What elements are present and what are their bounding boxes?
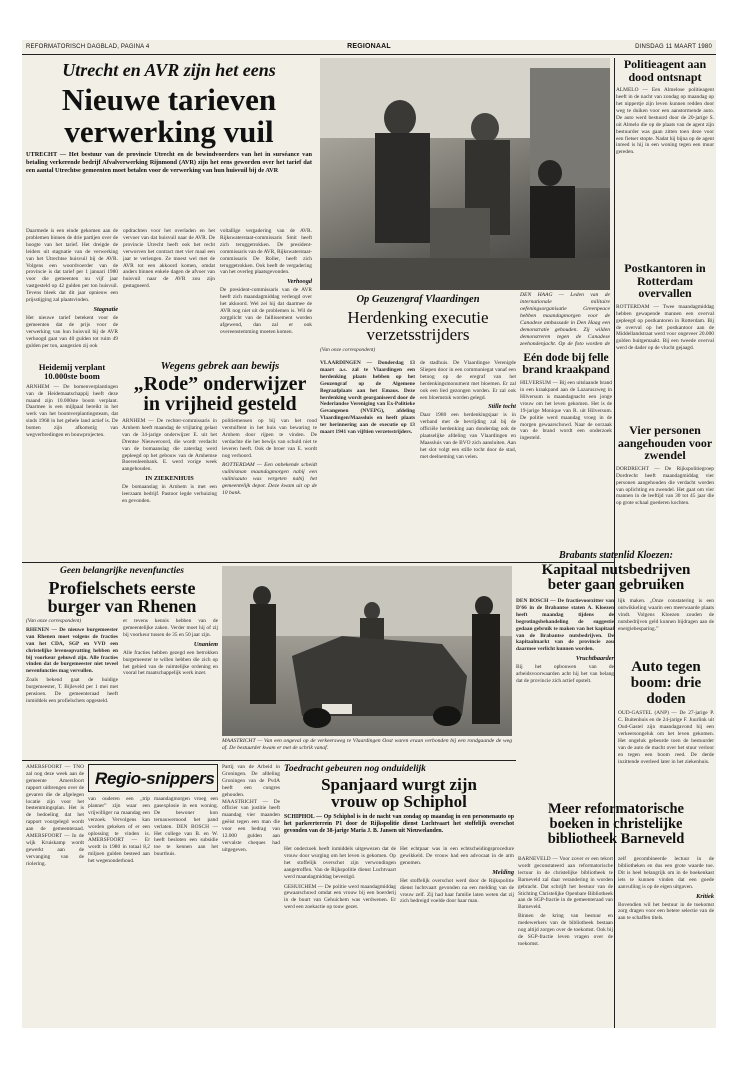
photo-accident [222, 566, 512, 736]
kapitaal-col2-text: lijk maken. „Onze constatering is een ontwikkeling waarin een meerwaarde plaats vindt. Volgens Kloezen zouden de nutsbedrijven geld kunnen bijdragen aan de energiebesparing.” [618, 598, 714, 632]
masthead-date: DINSDAG 11 MAART 1980 [635, 44, 712, 50]
herdenking-col1-text: VLAARDINGEN — Donderdag 13 maart a.s. zal te Vlaardingen een herdenking plaats hebben op het Geuzengraf op de Algemene Begraafplaats aan het Emaus. Deze herdenking wordt georganiseerd door de Nederlandse Vereniging van Ex-Politieke Gevangenen (NVEPG), afdeling Vlaardingen/Maassluis en heeft plaats ter herinnering aan de executie op 13 maart 1941 van vijftien verzetsstrijders. [320, 360, 415, 436]
onderwijzer-kicker: Wegens gebrek aan bewijs [160, 360, 280, 372]
regio-snippers-title: Regio-snippers [95, 769, 215, 788]
herdenking-article [320, 292, 516, 562]
photo-top-caption-text: DEN HAAG — Leden van de internationale militaire oefeningsorganisatie Greenpeace hebben maandagmorgen voor de Canadese ambassade in Den Haag een demonstratie gehouden. Zij wilden demonstreren tegen de Canadese zeehondenjacht. Op de foto worden de [520, 292, 610, 347]
profielschets-col-1 [26, 618, 118, 756]
heidemij-article [26, 360, 118, 475]
onderwijzer-col-1 [122, 418, 217, 558]
profielschets-col2-sub: Unaniem [193, 640, 218, 648]
kapitaal-col-2 [618, 598, 714, 658]
lead-col1-text-b: Het nieuwe tarief betekent voor de gemeenten dat de prijs voor de verwerking van hun huisvuil bij de AVR verhoogd gaat van 40 gulden tot ruim 49 gulden per ton, aangezien zij ook [26, 314, 118, 349]
herdenking-col2-text-b: Daar 1980 een herdenkingsjaar is in verband met de bevrijding zal bij de officiële herdenking aan donderdag ook de plaatselijke afdeling van Vlaardingen en Maassluis van de BVO zich aansluiten. Aan het slot volgt een stille tocht door de stad, met deelneming van velen. [420, 412, 516, 460]
politieagent-article [616, 58, 714, 258]
masthead-section: REGIONAAL [347, 43, 391, 50]
lead-headline-line2: verwerking vuil [64, 113, 274, 149]
profielschets-headline-line1: Profielschets eerste [48, 578, 196, 598]
onderwijzer-col1-text: ARNHEM — De rechter-commissaris in Arnhem heeft maandag de vrijlating gelast van de 34-jarige onderwijzer E. uit het Drentse Nieuweroord, die wordt verdacht van de bomaanslag die zaterdag werd gepleegd op het gebouw van de Arnhemse Boerenleenbank. E. werd vorige week aangehouden. [122, 418, 217, 473]
lower-rule [22, 760, 516, 761]
spanjaard-col2-text: Het echtpaar was in een echtscheidingsprocedure gewikkeld. De vrouw had een advocaat in de arm genomen. [400, 846, 514, 866]
meer-headline-line3: bibliotheek Barneveld [547, 830, 685, 847]
meer-headline-line1: Meer reformatorische [548, 802, 684, 817]
regio-snippers-col-3 [222, 764, 280, 1026]
spanjaard-col-1 [284, 846, 396, 1026]
amersfoort-text: AMERSFOORT — TNO zal nog deze week aan de gemeente Amersfoort rapport uitbrengen over de gevaren die de afgelegen locatie zijn voor het bestemmingsplan. Het is de bedoeling dat het rapport voorgelegd wordt aan de gemeenteraad. AMERSFOORT — In de wijk Kruiskamp wordt gewerkt aan de vervanging van de riolering. [26, 764, 84, 867]
kapitaal-col1-sub: Vruchtbaarder [575, 655, 614, 663]
lead-col-2 [123, 228, 215, 356]
vier-personen-article [616, 424, 714, 544]
spanjaard-lead: SCHIPHOL — Op Schiphol is in de nacht van zondag op maandag in een personenauto op het parkeerterrein P1 door de Rijkspolitie dienst Luchtvaart het stoffelijk overschot gevonden van de 38-jarige Maria J. B. Jansen uit Nieuwelanden. [284, 813, 514, 835]
herdenking-col-1 [320, 360, 415, 560]
onderwijzer-col1-text-b: De bomaanslag in Arnhem is met een leerzaam bedrijf. Pastoor legde verhuizing en gevonden. [122, 484, 217, 505]
postkantoren-article [616, 262, 714, 418]
herdenking-col-2 [420, 360, 516, 560]
spanjaard-col3-text: GEHUICHEM — De politie werd maandagmiddag gewaarschuwd omdat een vrouw bij een boerderij in de buurt van Gehuichem was verdwenen. Er werd een zoekactie op touw gezet. [284, 883, 396, 911]
auto-tegen-boom-headline: Auto tegen boom: drie doden [630, 660, 702, 707]
meer-col2-sub: Kritiek [696, 892, 714, 900]
regio-snippers-col2-text: maandagmorgen vroeg een gasexplosie in een woning. De bewoner kon ternauwernood het pand verlaten. DEN BOSCH — Het college van B. en W. heeft besloten een subsidie toe te kennen aan het buurthuis. [154, 796, 218, 858]
meer-col2-text: zelf gecombineerde lectuur in de bibliotheken en dus een grote waarde toe. Dit is heel belangrijk om in de boekenkast iets te kunnen vinden dat een goede aanvulling is op de eigen uitgaven. [618, 856, 714, 890]
onderwijzer-col-2 [222, 418, 317, 558]
lead-article [26, 58, 312, 358]
masthead-rule [22, 54, 716, 55]
een-dode-article [520, 352, 612, 558]
vier-personen-text: DORDRECHT — De Rijkspolitiegroep Dordrecht heeft maandagmiddag vier personen aangehouden die verdacht worden van oplichting en zwendel. Het gaat om vier mannen in de leeftijd van 30 tot 45 jaar die op grote schaal goederen kochten. [616, 465, 714, 507]
lead-col-3 [220, 228, 312, 356]
regio-snippers-col-1 [88, 796, 150, 1026]
lead-col3-sub: Verhoogd [287, 278, 312, 286]
lead-col-1 [26, 228, 118, 356]
profielschets-headline-line2: burger van Rhenen [47, 596, 197, 617]
meer-col-1 [518, 856, 613, 1026]
meer-col-2 [618, 856, 714, 1026]
spanjaard-col1-text: Het onderzoek heeft inmiddels uitgewezen dat de vrouw door wurging om het leven is gekomen. Op het stoffelijk overschot zijn verwondingen aangetroffen. Van de Rijkspolitie dienst Luchtvaart werd maandagmiddag bevestigd. [284, 846, 396, 880]
profielschets-kicker: Geen belangrijke nevenfuncties [59, 566, 184, 576]
lead-kicker: Utrecht en AVR zijn het eens [62, 60, 276, 80]
profielschets-col-2 [123, 618, 218, 756]
spanjaard-kicker: Toedracht gebeuren nog onduidelijk [284, 764, 426, 774]
onderwijzer-col2-caption: ROTTERDAM — Een onbekende scheidt vuilnisman maandagmorgen nabij een vuilnisauto was vergeten nabij het gemeentelijk depot. Deze kwam uit op de 10 bank. [222, 462, 317, 497]
onderwijzer-article [122, 360, 318, 560]
profielschets-col1-text: RHENEN — De nieuwe burgemeester van Rhenen moet volgens de fracties van het CDA, SGP en VVD een christelijke levensopvatting hebben en bij voorkeur gehuwd zijn. Alle fracties vinden dat de burgemeester niet teveel nevenfuncties mag vervullen. [26, 626, 118, 675]
kapitaal-col1-text: DEN BOSCH — De fractievoorzitter van D'66 in de Brabantse staten A. Kloezen heeft maandag tijdens de begrotingsbehandeling de suggestie gedaan gebruik te maken van het kapitaal van de Brabantse nutsbedrijven. De kapitaalmarkt van de provincie zou daarmee verlicht kunnen worden. [516, 598, 614, 653]
lead-col3-text-b: De president-commissaris van de AVR heeft zich maandagmiddag verlengd over het akkoord. Wel zei hij dat daarmee de AVR nog niet uit de problemen is. Wil de zorgplicht van de faillissement worden afgewend, dan zal er ook overeenstemming moeten komen. [220, 287, 312, 335]
profielschets-byline: (Van onze correspondent) [26, 618, 82, 624]
photo-accident-caption [222, 738, 512, 758]
spanjaard-col2-sub: Melding [492, 868, 514, 876]
regio-snippers-col3-text: Partij van de Arbeid in Groningen. De afdeling Groningen van de PvdA heeft een congres gehouden. MAASTRICHT — De officier van justitie heeft maandag vier maanden geëist tegen een man die voor een bedrag van 12.000 gulden aan vervalste cheques had uitgegeven. [222, 764, 280, 853]
onderwijzer-headline-line1: „Rode” onderwijzer [133, 373, 307, 395]
masthead [22, 40, 716, 54]
spanjaard-article [284, 764, 514, 1026]
herdenking-headline-line2: verzetsstrijders [366, 325, 470, 345]
amersfoort-column [26, 764, 84, 1026]
profielschets-article [26, 566, 218, 756]
herdenking-col2-text: de stadhuis. De Vlaardingse Verenigde Sliepen door in een communiegat vanaf een betoog op de eregraf van het herdenkingsmonument met bloemen. Er zal ook een lied gezongen worden. Er zal ook een bloemstuk worden gelegd. [420, 360, 516, 401]
regio-snippers-col1-text: van ouderen een „trip planner” zijn waar een vrijwilliger na maandag een verzoek. Vervolgens kan worden gekeken of er een oplossing te vinden is. AMERSFOORT — Er wordt in 1980 in totaal 8,2 miljoen gulden besteed aan het wegenonderhoud. [88, 796, 150, 865]
newspaper-page [22, 40, 716, 1028]
lead-col3-text: voltallige vergadering van de AVR. Rijkswaterstaat-commissaris Smit heeft zich teruggetrokken. De president-commissaris van de AVR, Rijkswaterstaat-commissaris De Roller, heeft zich teruggetrokken. Ook heeft de vergadering van het overleg plaatsgevonden. [220, 228, 312, 276]
kapitaal-col1-text-b: Bij het opbouwen van de arbeidsvoorwaarden acht hij het van belang dat de provincie zich actief opstelt. [516, 664, 614, 685]
meer-reformatorische-article [518, 802, 714, 1026]
onderwijzer-col2-text: politiemensen op bij van het rood verstuiftent in het huis van bewaring te Arnhem door rijpen te vinden. De verdachte die het bewijs van schuld niet te leveren heeft. Ook de broer van E. wordt nog verhoord. [222, 418, 317, 459]
herdenking-kicker: Op Geuzengraf Vlaardingen [356, 294, 480, 305]
spanjaard-col2-text-b: Het stoffelijk overschot werd door de Rijkspolitie dienst luchtvaart gevonden na een melding van de vrouw zelf. Zij had haar familie laten weten dat zij zich bedreigd voelde door haar man. [400, 877, 514, 905]
meer-headline-line2: boeken in christelijke [549, 815, 683, 832]
heidemij-text: ARNHEM — De bomenverplantingen van de Heidemaatschappij heeft deze maand zijn 10.000ste boom verplant. Daarmee is een mijlpaal bereikt in het werk van het boomverplantingsteam, dat sinds 1968 in het gehele land actief is. De bomen zijn afkomstig van wegverbredingen en bouwprojecten. [26, 383, 118, 439]
regio-snippers-banner [88, 764, 218, 792]
herdenking-col2-sub: Stille tocht [488, 403, 516, 411]
photo-top-caption [520, 292, 610, 348]
profielschets-col2-text: er tevens kennis hebben van de gemeentelijke zaken. Verder moet hij of zij bij voorkeur tussen de 35 en 50 jaar zijn. [123, 618, 218, 638]
regio-snippers-col-2 [154, 796, 218, 1026]
onderwijzer-headline-line2: in vrijheid gesteld [143, 393, 297, 416]
profielschets-col2-text-b: Alle fracties hebben gezegd een betrokken burgemeester te willen hebben die zich op het gebied van de ruimtelijke ordening en vooral het maatschappelijk werk inzet. [123, 649, 218, 677]
meer-col2-text-b: Bovendien wil het bestuur in de toekomst zorg dragen voor een betere selectie van de aan te schaffen titels. [618, 901, 714, 922]
kapitaal-col-1 [516, 598, 614, 778]
lead-intro: UTRECHT — Het bestuur van de provincie Utrecht en de bewindvoerders van het in surséance van betaling verkerende bedrijf Afvalverwerking Rijnmond (AVR) zijn het eens geworden over het tarief dat een aantal Utrechtse gemeenten moet betalen voor de verwerking van hun huisvuil bij de AVR [26, 151, 312, 174]
meer-col1-text: BARNEVELD — Voor zover er een tekort wordt geconstateerd aan reformatorische lectuur in de christelijke bibliotheek te Barneveld zal daar verandering in worden gebracht. Dat schrijft het bestuur van de Stichting Christelijke Openbare Bibliotheek aan de SGP-fractie in de gemeenteraad van Barneveld. [518, 856, 613, 911]
vier-personen-headline: Vier personen aangehouden voor zwendel [617, 424, 713, 463]
postkantoren-headline: Postkantoren in Rotterdam overvallen [624, 262, 706, 301]
masthead-left: REFORMATORISCH DAGBLAD, PAGINA 4 [26, 44, 150, 50]
auto-tegen-boom-article [618, 660, 714, 800]
onderwijzer-sub: IN ZIEKENHUIS [145, 475, 194, 483]
een-dode-headline: Eén dode bij felle brand kraakpand [522, 352, 610, 377]
kapitaal-headline-line1: Kapitaal nutsbedrijven [541, 562, 691, 578]
politieagent-text: ALMELO — Een Almelose politieagent heeft in de nacht van zondag op maandag op het nippertje zijn leven kunnen redden door weg te duiken voor een aanstormende auto. De auto werd bestuurd door de 20-jarige S. uit Almelo die op de plaats van de agent zijn bestuurder was gaan zitten toen deze voor een fietser stopte. Nadat hij bijna op de agent inreed is hij in een woning tegen een muur gereden. [616, 87, 714, 156]
lead-col1-text: Daarmede is een einde gekomen aan de problemen binnen de drie partijen over de hoogte van het tarief. Het dreigde de leiders uit stagnatie van de verwerking van het Utrechtse huisvuil bij de AVR. Volgens een woordvoerder van de provincie is dat tarief per 1 januari 1980 voor die gemeenten nu vijf jaar vastgesteld op 42 gulden per ton huisvuil. Tevens bleek dat dit jaar opnieuw een prijsstijging zal plaatsvinden. [26, 228, 118, 304]
politieagent-headline: Politieagent aan dood ontsnapt [623, 58, 707, 84]
lead-col2-text: opdrachten voor het overladen en het vervoer van dat huisvuil naar de AVR. De provincie Utrecht heeft ook het recht verworven het contract met vier maal een jaar te verlengen. Ze moest wel met de AVR tot een akkoord komen, omdat anders binnen enkele dagen de afvoer van huisvuil naar de AVR zou zijn gestagneerd. [123, 228, 215, 290]
spanjaard-headline-line2: vrouw op Schiphol [331, 792, 467, 812]
een-dode-text: HILVERSUM — Bij een uitslaande brand in een kraakpand aan de Lazaruszweg in Hilversum is maandagnacht een jonge vrouw om het leven gekomen. Het is de 19-jarige Monique van R. uit Hilversum. De politie werd maandag vroeg in de morgen gewaarschuwd. Naar de oorzaak van de brand wordt een onderzoek ingesteld. [520, 380, 612, 442]
postkantoren-text: ROTTERDAM — Twee maandagmiddag hebben gewapende mannen een overval gepleegd op postkantoren in Rotterdam. Bij de overval op het postkantoor aan de Middellandstraat werd voor ongeveer 20.000 gulden buitgemaakt. Bij een tweede overval werd de dader op de vlucht gejaagd. [616, 303, 714, 352]
kapitaal-kicker: Brabants statenlid Kloezen: [559, 550, 673, 561]
heidemij-headline: Heidemij verplant 10.000ste boom [38, 362, 106, 382]
spanjaard-col-2 [400, 846, 514, 1026]
spanjaard-headline-line1: Spanjaard wurgt zijn [321, 775, 477, 794]
photo-accident-caption-text: MAASTRICHT — Van een ongeval op de verkeersweg te Vlaardingen Oost waren eraan verbonden bij een rondgaande de weg af. De bestuurder kwam er met de schrik vanaf. [222, 738, 512, 751]
auto-tegen-boom-text: OUD-GASTEL (ANP) — De 27-jarige P. C. Buitenhuis en de 24-jarige F. Juurlink uit Oud-Gastel zijn maandagavond bij een verkeersongeluk om het leven gekomen. Het ongeluk gebeurde toen de bestuurder van de auto de macht over het stuur verloor en tegen een boom reed. De derde inzittende overleed later in het ziekenhuis. [618, 710, 714, 765]
herdenking-headline-line1: Herdenking executie [347, 308, 489, 327]
herdenking-byline: (Van onze correspondent) [320, 346, 376, 353]
meer-col1-text-b: Binnen de kring van bestuur en medewerkers van de bibliotheek bestaan nog altijd zorgen over de toekomst. Ook bij de SGP-fractie leven vragen over de toekomst. [518, 913, 613, 947]
lead-col1-sub: Stagnatie [93, 305, 118, 313]
photo-demonstration [320, 58, 610, 290]
lead-headline-line1: Nieuwe tarieven [61, 82, 277, 117]
kapitaal-headline-line2: beter gaan gebruiken [547, 577, 685, 594]
profielschets-col1-text-b: Zoals bekend gaat de huidige burgemeester, T. Bijleveld per 1 mei met pensioen. De gemeenteraad heeft inmiddels een profielschets opgesteld. [26, 677, 118, 704]
